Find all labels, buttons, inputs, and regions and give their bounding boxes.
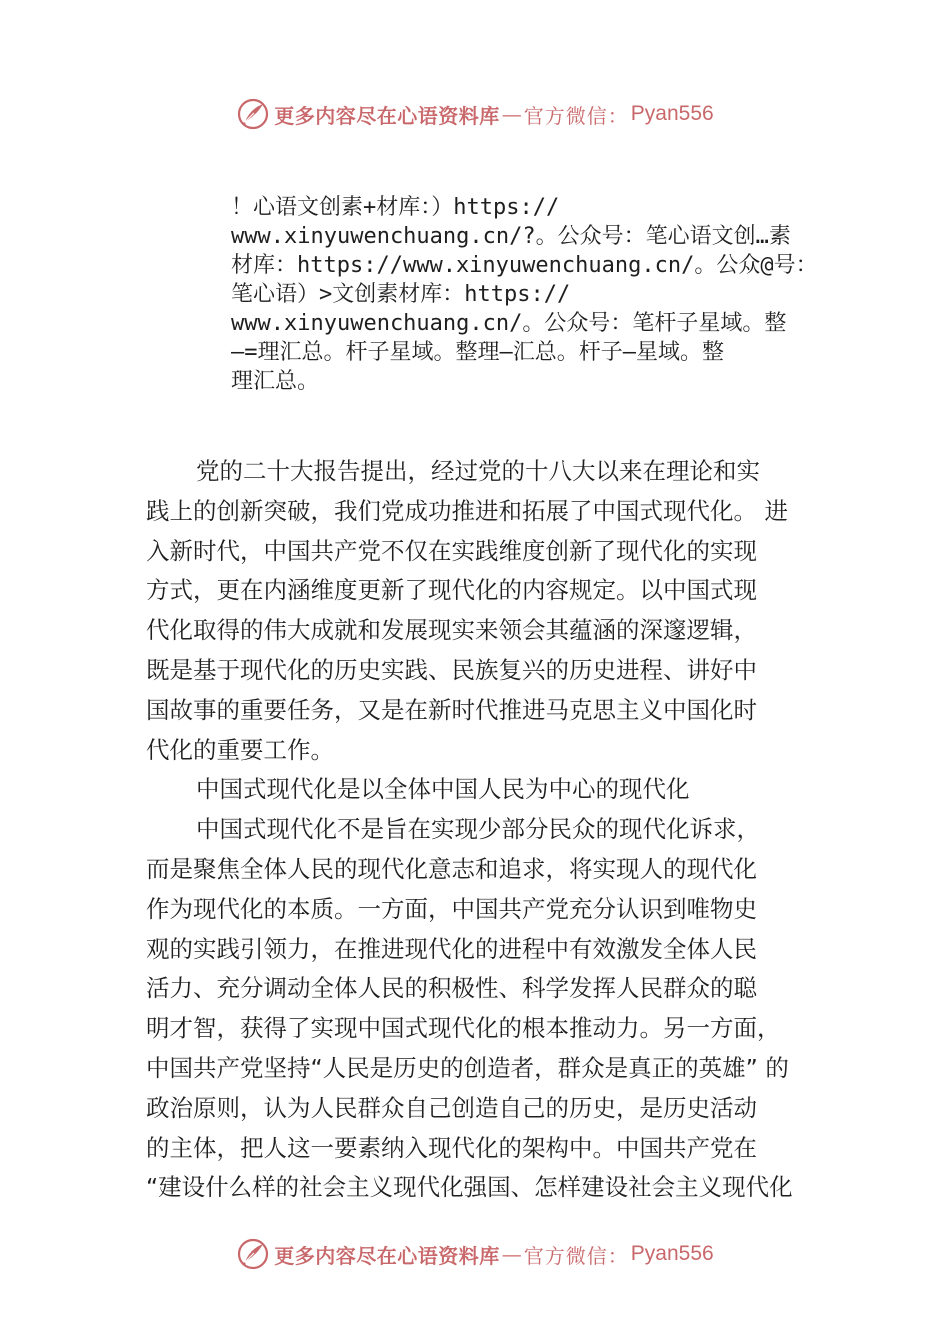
banner-dash: — <box>501 102 522 126</box>
paragraph-line: 的主体，把人这一要素纳入现代化的架构中。中国共产党在 <box>146 1133 757 1162</box>
paragraph-line: 国故事的重要任务，又是在新时代推进马克思主义中国化时 <box>146 695 757 724</box>
paragraph-line: 党的二十大报告提出，经过党的十八大以来在理论和实 <box>196 457 760 485</box>
promo-text-block <box>231 193 831 396</box>
paragraph-line: 活力、充分调动全体人民的积极性、科学发挥人民群众的聪 <box>146 974 757 1003</box>
promo-line: —=理汇总。杆子星域。整理—汇总。杆子—星域。整 <box>231 340 724 365</box>
paragraph-line: 代化的重要工作。 <box>146 735 334 764</box>
promo-line: 笔心语）>文创素材库：https:// <box>231 282 571 307</box>
footer-banner <box>0 1232 950 1276</box>
banner-wechat-id: Pyan556 <box>630 1242 714 1265</box>
banner-official-label: 官方微信： <box>523 103 629 128</box>
promo-line: www.xinyuwenchuang.cn/。公众号：笔杆子星域。整 <box>231 311 787 336</box>
header-banner <box>0 92 950 136</box>
paragraph-line: 方式，更在内涵维度更新了现代化的内容规定。以中国式现 <box>146 576 757 605</box>
paragraph-line: 中国共产党坚持“人民是历史的创造者，群众是真正的英雄” 的 <box>146 1053 789 1082</box>
paragraph-line: 入新时代，中国共产党不仅在实践维度创新了现代化的实现 <box>146 536 757 565</box>
article-body <box>146 452 826 1208</box>
banner-slogan: 更多内容尽在心语资料库 <box>274 1243 500 1268</box>
promo-line: www.xinyuwenchuang.cn/?。公众号：笔心语文创…素 <box>231 224 791 249</box>
promo-line: 理汇总。 <box>231 369 320 394</box>
banner-wechat-id: Pyan556 <box>630 102 714 125</box>
banner-slogan: 更多内容尽在心语资料库 <box>274 103 500 128</box>
paragraph-line: 践上的创新突破，我们党成功推进和拓展了中国式现代化。 进 <box>146 496 788 525</box>
paragraph-line: 而是聚焦全体人民的现代化意志和追求，将实现人的现代化 <box>146 854 757 883</box>
banner-official-label: 官方微信： <box>523 1243 629 1268</box>
promo-line: ！心语文创素+材库：）https:// <box>231 195 560 220</box>
paragraph-line: “建设什么样的社会主义现代化强国、怎样建设社会主义现代化 <box>146 1173 793 1202</box>
banner-dash: — <box>501 1242 522 1266</box>
paragraph-line: 明才智，获得了实现中国式现代化的根本推动力。另一方面， <box>146 1014 781 1043</box>
quill-pen-logo-icon <box>236 1237 270 1271</box>
promo-line: 材库：https://www.xinyuwenchuang.cn/。公众@号： <box>231 253 818 278</box>
paragraph-line: 作为现代化的本质。一方面，中国共产党充分认识到唯物史 <box>146 894 757 923</box>
paragraph-line: 观的实践引领力，在推进现代化的进程中有效激发全体人民 <box>146 934 757 963</box>
quill-pen-logo-icon <box>236 97 270 131</box>
paragraph-line: 既是基于现代化的历史实践、民族复兴的历史进程、讲好中 <box>146 655 757 684</box>
section-heading: 中国式现代化是以全体中国人民为中心的现代化 <box>196 775 690 804</box>
paragraph-line: 中国式现代化不是旨在实现少部分民众的现代化诉求， <box>196 815 760 844</box>
paragraph-line: 政治原则，认为人民群众自己创造自己的历史，是历史活动 <box>146 1093 757 1122</box>
paragraph-line: 代化取得的伟大成就和发展现实来领会其蕴涵的深邃逻辑， <box>146 616 757 645</box>
